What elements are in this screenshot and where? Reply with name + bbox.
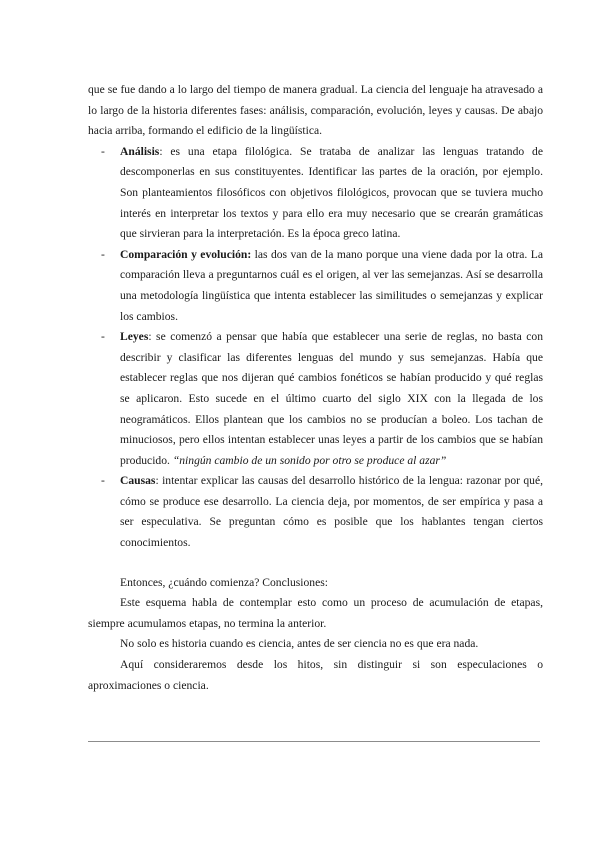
conclusions-heading: Entonces, ¿cuándo comienza? Conclusiones: bbox=[120, 575, 328, 589]
list-item-comparacion bbox=[88, 245, 543, 327]
item-text-causas: : intentar explicar las causas del desarrollo histórico de la lengua: razonar por qué, cómo se produce ese desarrollo. La ciencia deja, por momentos, de ser empírica y pasa a ser especulativa. Se preguntan cómo es posible que los hablantes tengan ciertos conocimientos. bbox=[120, 474, 543, 550]
item-text-leyes: : se comenzó a pensar que había que establecer una serie de reglas, no basta con describir y clasificar las diferentes lenguas del mundo y sus semejanzas. Había que establecer reglas que nos dijeran qué cambios fonéticos se habían producido y qué reglas se aplicaron. Esto sucede en el último cuarto del siglo XIX con la llegada de los neogramáticos. Ellos plantean que los cambios no se producían a boleo. Los tachan de minuciosos, pero ellos intentan establecer unas leyes a partir de los cambios que se habían producido. bbox=[120, 330, 543, 467]
quote-neogramaticos: “ningún cambio de un sonido por otro se produce al azar” bbox=[172, 453, 447, 467]
list-item-causas bbox=[88, 471, 543, 553]
bullet-dash: - bbox=[101, 474, 105, 488]
item-text-analisis: : es una etapa filológica. Se trataba de analizar las lenguas tratando de descomponerlas en sus constituyentes. Identificar las partes de la oración, por ejemplo. Son planteamientos filosóficos con objetivos filológicos, provocan que se tuviera mucho interés en interpretar los textos y para ello era muy necesario que se crearán gramáticas que sirvieran para la interpretación. Es la época greco latina. bbox=[120, 144, 543, 241]
list-item-leyes bbox=[88, 327, 543, 471]
conclusions-section bbox=[88, 573, 543, 697]
bullet-dash: - bbox=[101, 330, 105, 344]
bullet-dash: - bbox=[101, 144, 105, 158]
phases-list bbox=[88, 142, 543, 554]
bullet-dash: - bbox=[101, 247, 105, 261]
list-item-analisis bbox=[88, 142, 543, 245]
item-text-comparacion: las dos van de la mano porque una viene dada por la otra. La comparación lleva a preguntarnos cuál es el origen, al ver las semejanzas. Así se desarrolla una metodología lingüística que intenta establecer las similitudes o semejanzas y explicar los cambios. bbox=[120, 247, 543, 323]
document-body bbox=[88, 80, 543, 696]
conclusions-paragraph-1: Este esquema habla de contemplar esto como un proceso de acumulación de etapas, siempre acumulamos etapas, no termina la anterior. bbox=[88, 596, 543, 630]
term-comparacion: Comparación y evolución: bbox=[120, 247, 252, 261]
term-analisis: Análisis bbox=[120, 144, 160, 158]
intro-paragraph: que se fue dando a lo largo del tiempo de manera gradual. La ciencia del lenguaje ha atravesado a lo largo de la historia diferentes fases: análisis, comparación, evolución, leyes y causas. De abajo hacia arriba, formando el edificio de la lingüística. bbox=[88, 83, 543, 138]
term-causas: Causas bbox=[120, 474, 156, 488]
footer-divider bbox=[88, 741, 540, 742]
term-leyes: Leyes bbox=[120, 330, 149, 344]
conclusions-paragraph-2: No solo es historia cuando es ciencia, antes de ser ciencia no es que era nada. bbox=[120, 637, 479, 651]
conclusions-paragraph-3: Aquí consideraremos desde los hitos, sin distinguir si son especulaciones o aproximaciones o ciencia. bbox=[88, 658, 543, 692]
